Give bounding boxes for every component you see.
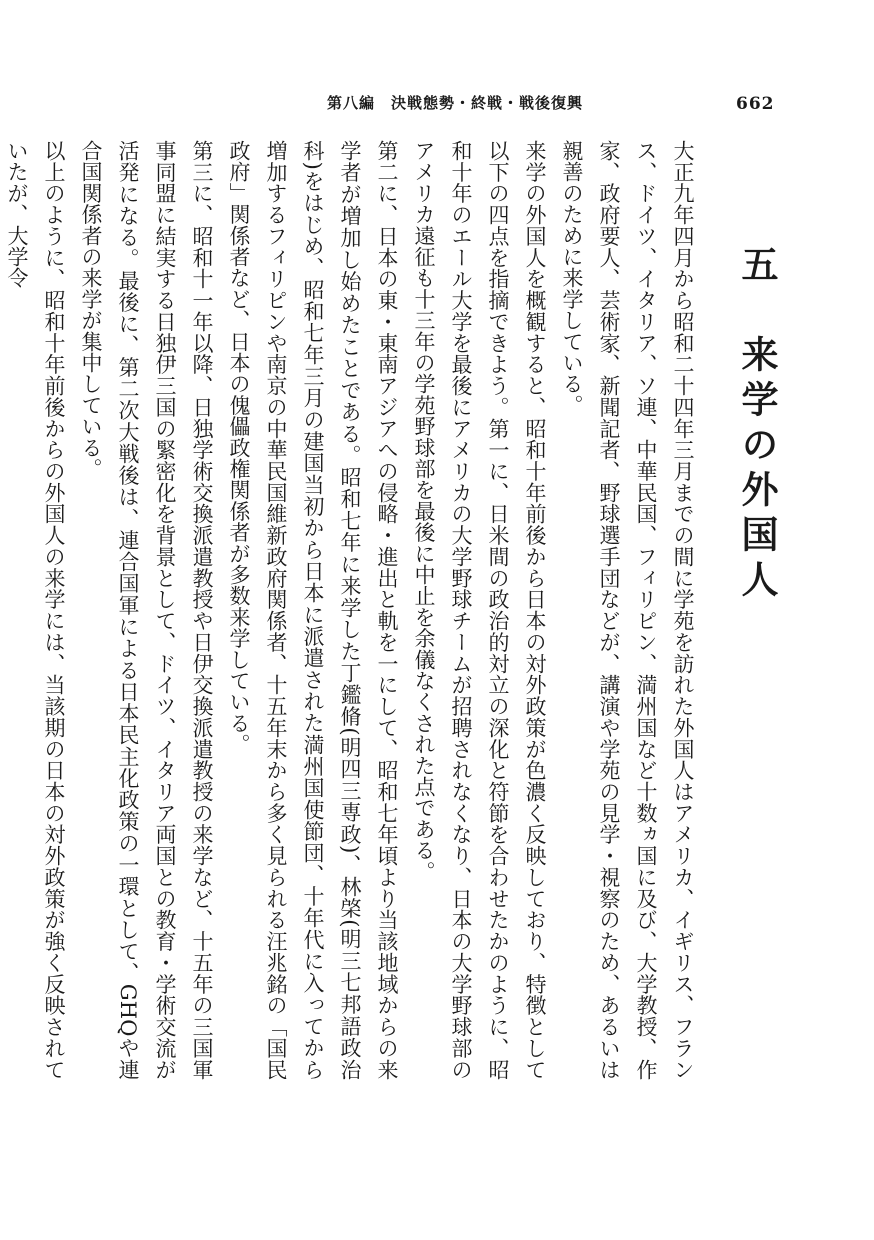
running-head-title: 第八編 決戦態勢・終戦・戦後復興 [327,94,584,112]
paragraph-third-point: 第三に、昭和十一年以降、日独学術交換派遣教授や日伊交換派遣教授の来学など、十五年の三国軍事同盟に結実する日独伊三国の緊密化を背景として、ドイツ、イタリア両国との教育・学術交流が活発になる。最後に、第二次大戦後は、連合国軍による日本民主化政策の一環として、GHQや連合国関係者の来学が集中している。 [79,140,214,1080]
section-heading: 五 来学の外国人 [735,245,779,605]
paragraph-second-point: 第二に、日本の東・東南アジアへの侵略・進出と軌を一にして、昭和七年頃より当該地域からの来学者が増加し始めたことである。昭和七年に来学した丁鑑脩(明四三専政)、林棨(明三七邦語政治科)をはじめ、昭和七年三月の建国当初から日本に派遣された満州国使節団、十年代に入ってから増加するフィリピンや南京の中華民国維新政府関係者、十五年末から多く見られる汪兆銘の「国民政府」関係者など、日本の傀儡政権関係者が多数来学している。 [227,140,399,1080]
body-text-column [0,140,784,1080]
paragraph-conclusion: 以上のように、昭和十年前後からの外国人の来学には、当該期の日本の対外政策が強く反映されていたが、大学令 [5,140,66,1080]
paragraph-overview-first-point: 来学の外国人を概観すると、昭和十年前後から日本の対外政策が色濃く反映しており、特徴として以下の四点を指摘できよう。第一に、日米間の政治的対立の深化と符節を合わせたかのように、昭和十年のエール大学を最後にアメリカの大学野球チームが招聘されなくなり、日本の大学野球部のアメリカ遠征も十三年の学苑野球部を最後に中止を余儀なくされた点である。 [412,140,547,1080]
page-number: 662 [736,94,775,114]
paragraph-intro: 大正九年四月から昭和二十四年三月までの間に学苑を訪れた外国人はアメリカ、イギリス、フランス、ドイツ、イタリア、ソ連、中華民国、フィリピン、満州国など十数ヵ国に及び、大学教授、作家、政府要人、芸術家、新聞記者、野球選手団などが、講演や学苑の見学・視察のため、あるいは親善のために来学している。 [560,140,695,1080]
